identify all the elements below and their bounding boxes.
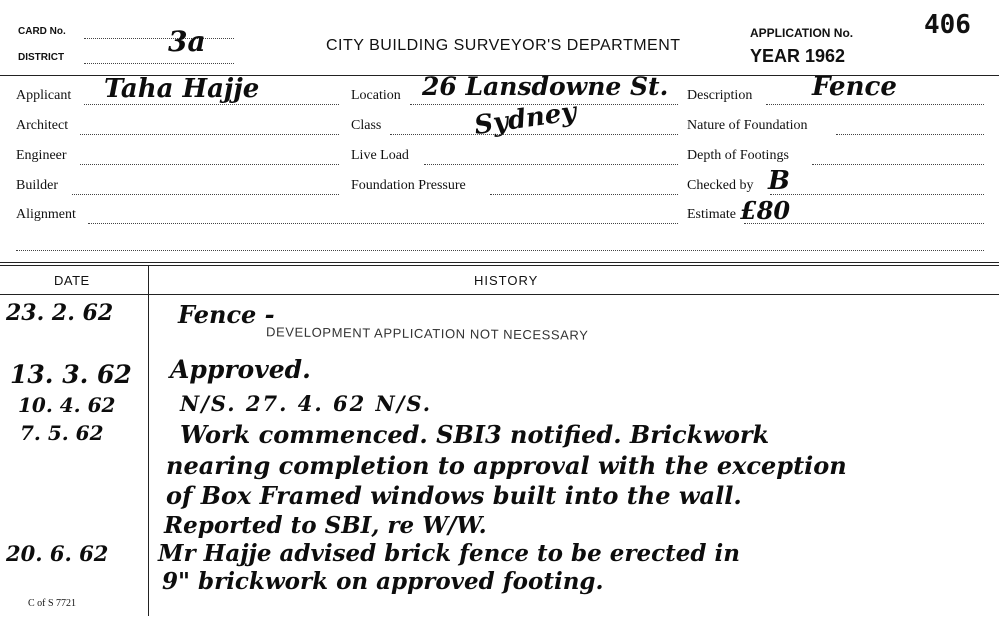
history-date: 7. 5. 62 [20,421,104,445]
class-label: Class [351,118,382,133]
history-column-header: HISTORY [474,273,539,288]
estimate-label: Estimate [687,207,736,222]
card-no-label: CARD No. [18,26,66,37]
live-load-label: Live Load [351,148,409,163]
column-divider [148,266,149,616]
nature-of-foundation-label: Nature of Foundation [687,118,808,133]
architect-label: Architect [16,118,69,133]
history-date: 13. 3. 62 [10,360,132,389]
history-date: 10. 4. 62 [18,393,116,417]
history-entry: of Box Framed windows built into the wall. [166,481,742,510]
history-entry: Work commenced. SBI3 notified. Brickwork [180,420,770,449]
form-code: C of S 7721 [28,598,77,609]
district-value: 3a [168,25,206,58]
applicant-value: Taha Hajje [104,74,260,104]
location-label: Location [351,88,401,103]
location-value: 26 Lansdowne St. [422,72,669,101]
checked-by-value: B [768,166,790,196]
description-value: Fence [812,72,897,102]
history-entry: 9" brickwork on approved footing. [162,568,604,595]
class-value: Sydney [472,97,579,141]
department-title: CITY BUILDING SURVEYOR'S DEPARTMENT [326,37,681,54]
history-entry: nearing completion to approval with the exception [166,451,847,480]
history-entry: N/S. 27. 4. 62 N/S. [180,391,433,416]
history-date: 23. 2. 62 [6,300,114,326]
development-stamp: DEVELOPMENT APPLICATION NOT NECESSARY [265,324,589,343]
application-no-label: APPLICATION No. [750,26,854,40]
application-number: 406 [924,10,971,40]
history-entry: Fence - [178,300,275,329]
builder-label: Builder [16,178,58,193]
depth-of-footings-label: Depth of Footings [687,148,789,163]
checked-by-label: Checked by [687,178,754,193]
estimate-value: £80 [740,196,791,225]
history-entry: Reported to SBI, re W/W. [164,512,487,539]
date-column-header: DATE [54,273,90,288]
history-date: 20. 6. 62 [6,541,109,566]
year-label: YEAR 1962 [750,46,846,66]
description-label: Description [687,88,753,103]
applicant-label: Applicant [16,88,72,103]
alignment-label: Alignment [16,207,76,222]
engineer-label: Engineer [16,148,67,163]
district-label: DISTRICT [18,52,65,63]
history-entry: Approved. [170,355,311,384]
history-entry: Mr Hajje advised brick fence to be erected in [158,540,740,567]
foundation-pressure-label: Foundation Pressure [351,178,466,193]
